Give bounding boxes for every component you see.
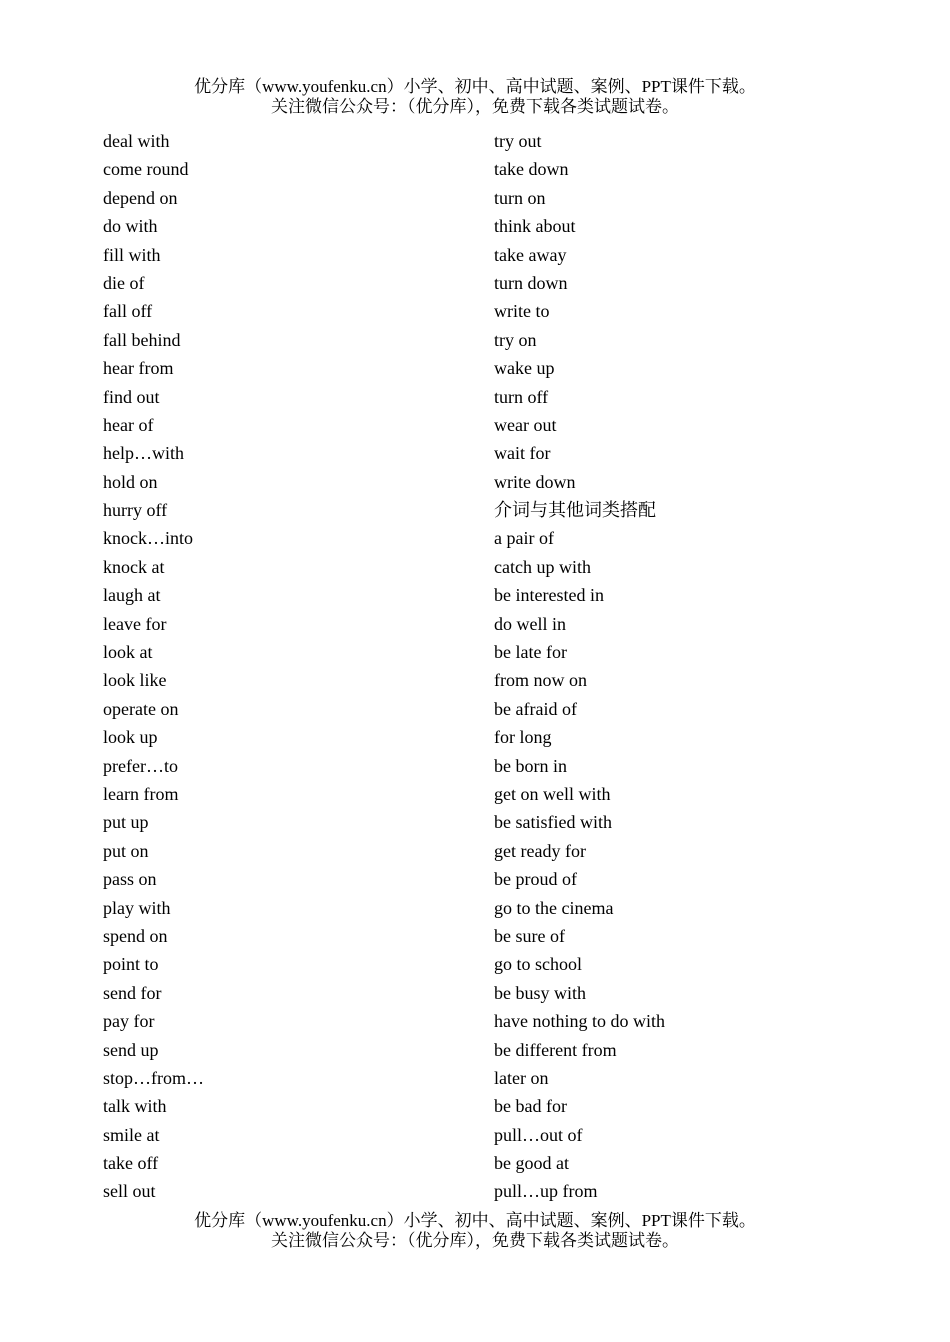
phrase-item: sell out xyxy=(103,1181,156,1202)
phrase-item: be late for xyxy=(494,642,567,663)
phrase-item: write down xyxy=(494,471,576,492)
phrase-item: go to school xyxy=(494,954,582,975)
phrase-item: be bad for xyxy=(494,1096,567,1117)
phrase-item: think about xyxy=(494,216,576,237)
phrase-item: be sure of xyxy=(494,925,565,946)
phrase-item: fall off xyxy=(103,301,153,322)
phrase-item: turn on xyxy=(494,187,546,208)
phrase-item: turn off xyxy=(494,386,549,407)
footer-line-1: 优分库（www.youfenku.cn）小学、初中、高中试题、案例、PPT课件下载。 xyxy=(194,1211,756,1230)
phrase-item: wait for xyxy=(494,443,551,464)
phrase-item: take down xyxy=(494,159,569,180)
phrase-item: depend on xyxy=(103,187,178,208)
page-header xyxy=(0,77,950,117)
phrase-item: get on well with xyxy=(494,783,611,804)
phrase-item: catch up with xyxy=(494,556,591,577)
phrase-item: play with xyxy=(103,897,171,918)
phrase-item: talk with xyxy=(103,1096,167,1117)
phrase-item: be different from xyxy=(494,1039,617,1060)
phrase-item: for long xyxy=(494,727,552,748)
phrase-item: get ready for xyxy=(494,840,586,861)
phrase-item: try on xyxy=(494,329,537,350)
phrase-item: fall behind xyxy=(103,329,181,350)
phrase-item: operate on xyxy=(103,698,179,719)
phrase-item: be interested in xyxy=(494,585,604,606)
phrase-item: stop…from… xyxy=(103,1067,204,1088)
phrase-item: pull…up from xyxy=(494,1181,598,1202)
footer-line-2: 关注微信公众号：（优分库），免费下载各类试题试卷。 xyxy=(271,1231,679,1250)
phrase-item: turn down xyxy=(494,272,568,293)
phrase-item: try out xyxy=(494,131,542,151)
phrase-item: be satisfied with xyxy=(494,812,612,833)
phrase-item: put on xyxy=(103,840,149,861)
phrase-item: look at xyxy=(103,642,153,663)
phrase-item: smile at xyxy=(103,1124,160,1145)
phrase-item: be good at xyxy=(494,1153,569,1174)
phrase-item: take away xyxy=(494,244,567,265)
phrase-item: be afraid of xyxy=(494,698,577,719)
phrase-item: spend on xyxy=(103,925,168,946)
phrase-item: a pair of xyxy=(494,528,554,549)
phrase-item: wake up xyxy=(494,358,555,379)
phrase-item: knock…into xyxy=(103,528,193,549)
phrase-item: find out xyxy=(103,386,160,407)
header-line-2: 关注微信公众号：（优分库），免费下载各类试题试卷。 xyxy=(271,97,679,116)
phrase-item: come round xyxy=(103,159,189,180)
phrase-item: hold on xyxy=(103,471,158,492)
phrase-item: look like xyxy=(103,670,167,691)
phrase-list-left xyxy=(103,127,463,1206)
phrase-item: send for xyxy=(103,982,162,1003)
phrase-item: take off xyxy=(103,1153,159,1174)
phrase-item: fill with xyxy=(103,244,161,265)
phrase-item: do with xyxy=(103,216,158,237)
phrase-item: learn from xyxy=(103,783,179,804)
phrase-item: from now on xyxy=(494,670,587,691)
phrase-item: hurry off xyxy=(103,500,168,521)
phrase-item: laugh at xyxy=(103,585,161,606)
phrase-item: be born in xyxy=(494,755,567,776)
phrase-item: prefer…to xyxy=(103,755,178,776)
page-footer xyxy=(0,1211,950,1251)
phrase-item: leave for xyxy=(103,613,167,634)
phrase-item: look up xyxy=(103,727,158,748)
phrase-item: be busy with xyxy=(494,982,586,1003)
phrase-item: be proud of xyxy=(494,869,577,890)
phrase-item: put up xyxy=(103,812,149,833)
phrase-item: 介词与其他词类搭配 xyxy=(494,500,656,521)
phrase-item: wear out xyxy=(494,414,557,435)
phrase-item: send up xyxy=(103,1039,159,1060)
phrase-item: knock at xyxy=(103,556,165,577)
phrase-item: write to xyxy=(494,301,550,322)
phrase-item: pass on xyxy=(103,869,157,890)
phrase-item: hear of xyxy=(103,414,154,435)
phrase-item: have nothing to do with xyxy=(494,1011,665,1032)
phrase-item: point to xyxy=(103,954,159,975)
phrase-item: help…with xyxy=(103,443,184,464)
phrase-item: go to the cinema xyxy=(494,897,614,918)
phrase-item: pull…out of xyxy=(494,1124,583,1145)
header-line-1: 优分库（www.youfenku.cn）小学、初中、高中试题、案例、PPT课件下载。 xyxy=(194,77,756,96)
phrase-item: pay for xyxy=(103,1011,155,1032)
phrase-list-right xyxy=(494,127,894,1206)
phrase-item: do well in xyxy=(494,613,566,634)
phrase-item: deal with xyxy=(103,131,170,151)
phrase-item: later on xyxy=(494,1067,549,1088)
phrase-item: die of xyxy=(103,272,145,293)
phrase-item: hear from xyxy=(103,358,174,379)
